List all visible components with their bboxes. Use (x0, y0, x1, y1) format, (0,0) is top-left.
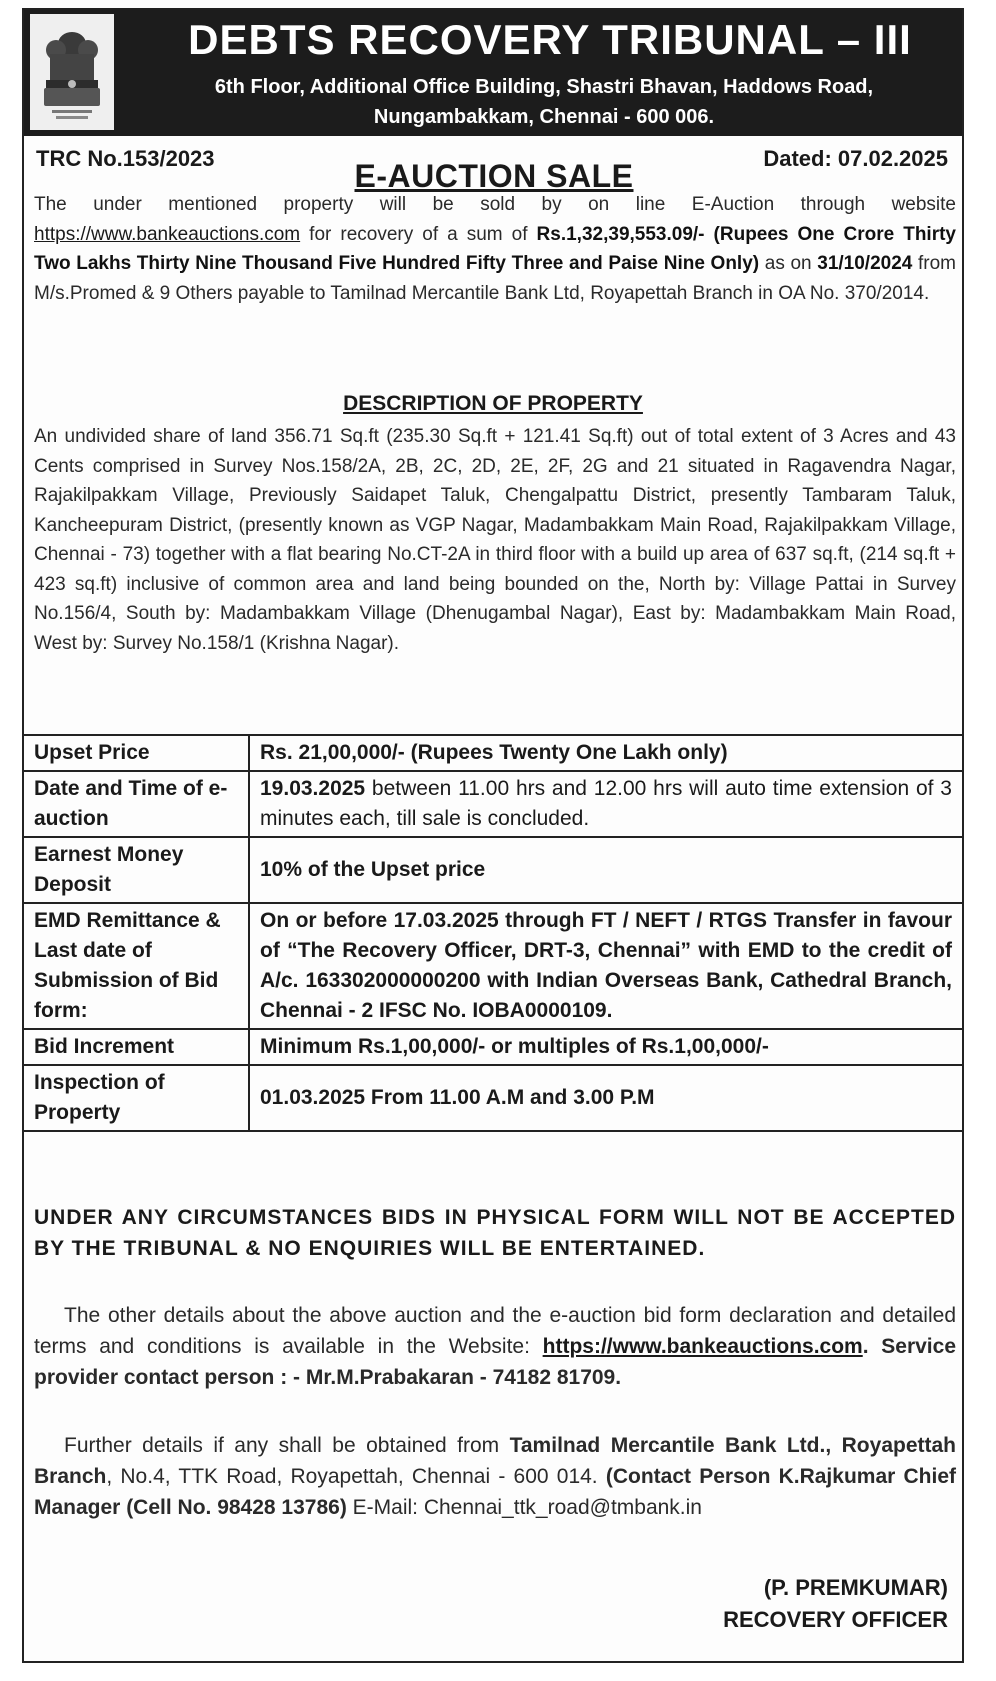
intro-text-4: from M/s.Promed & 9 Others payable to Tamilnad Mercantile Bank Ltd, Royapettah Branch in OA No. 370/2014. (34, 253, 956, 304)
intro-text-3: as on (759, 253, 818, 274)
description-title: DESCRIPTION OF PROPERTY (343, 392, 643, 415)
auction-date-label: Date and Time of e-auction (24, 771, 249, 837)
service-provider-contact: . Service provider contact person : - Mr.M.Prabakaran - 74182 81709. (34, 1335, 957, 1389)
auction-notice (22, 8, 964, 1663)
sale-title: E-AUCTION SALE (354, 158, 634, 194)
recovery-amount: Rs.1,32,39,553.09/- (Rupees One Crore Thirty Two Lakhs Thirty Nine Thousand Five Hundred Fifty Three and Paise Nine Only) (34, 223, 956, 274)
notice-date: Dated: 07.02.2025 (763, 146, 948, 171)
table-row (24, 903, 962, 1029)
emd-value: 10% of the Upset price (249, 837, 962, 903)
tribunal-address (154, 72, 934, 132)
other-details-paragraph (34, 1300, 956, 1393)
signatory-designation: RECOVERY OFFICER (723, 1607, 948, 1632)
inspection-value: 01.03.2025 From 11.00 A.M and 3.00 P.M (249, 1065, 962, 1131)
upset-price-value: Rs. 21,00,000/- (Rupees Twenty One Lakh only) (249, 735, 962, 771)
other-details-text-1: The other details about the above auction and the e-auction bid form declaration and detailed terms and conditions is available in the Website: (34, 1304, 956, 1358)
bid-increment-value: Minimum Rs.1,00,000/- or multiples of Rs.1,00,000/- (249, 1029, 962, 1065)
auction-date-value (249, 771, 962, 837)
inspection-label: Inspection of Property (24, 1065, 249, 1131)
table-row (24, 837, 962, 903)
emblem-icon (30, 14, 114, 130)
address-line-2: Nungambakkam, Chennai - 600 006. (373, 106, 715, 128)
bank-email: E-Mail: Chennai_ttk_road@tmbank.in (346, 1496, 702, 1519)
emd-remittance-label: EMD Remittance & Last date of Submission of Bid form: (24, 903, 249, 1029)
header-banner (24, 10, 962, 136)
auction-terms-table (24, 734, 962, 1132)
signatory-name: (P. PREMKUMAR) (763, 1575, 948, 1600)
address-line-1: 6th Floor, Additional Office Building, Shastri Bhavan, Haddows Road, (214, 76, 874, 98)
emd-remittance-value: On or before 17.03.2025 through FT / NEFT / RTGS Transfer in favour of “The Recovery Officer, DRT-3, Chennai” with EMD to the credit of A/c. 163302000000200 with Indian Overseas Bank, Cathedral Branch, Chennai - 2 IFSC No. IOBA0000109. (249, 903, 962, 1029)
intro-paragraph (34, 190, 956, 308)
further-text-1: Further details if any shall be obtained from (64, 1434, 510, 1457)
further-details-paragraph (34, 1430, 956, 1523)
physical-bids-notice: UNDER ANY CIRCUMSTANCES BIDS IN PHYSICAL FORM WILL NOT BE ACCEPTED BY THE TRIBUNAL & NO ENQUIRIES WILL BE ENTERTAINED. (34, 1206, 956, 1260)
bank-branch: Tamilnad Mercantile Bank Ltd., Royapettah Branch (34, 1434, 956, 1488)
property-description: An undivided share of land 356.71 Sq.ft (235.30 Sq.ft + 121.41 Sq.ft) out of total extent of 3 Acres and 43 Cents comprised in Survey Nos.158/2A, 2B, 2C, 2D, 2E, 2F, 2G and 21 situated in Ragavendra Nagar, Rajakilpakkam Village, Previously Saidapet Taluk, Chengalpattu District, presently Tambaram Taluk, Kancheepuram District, (presently known as VGP Nagar, Madambakkam Main Road, Rajakilpakkam Village, Chennai - 73) together with a flat bearing No.CT-2A in third floor with a build up area of 637 sq.ft, (214 sq.ft + 423 sq.ft) inclusive of common area and land being bounded on the, North by: Village Pattai in Survey No.156/4, South by: Madambakkam Village (Dhenugambal Nagar), East by: Madambakkam Main Road, West by: Survey No.158/1 (Krishna Nagar). (34, 426, 956, 654)
table-row (24, 771, 962, 837)
further-text-2: , No.4, TTK Road, Royapettah, Chennai - 600 014. (106, 1465, 606, 1488)
intro-text-2: for recovery of a sum of (300, 223, 537, 245)
bid-increment-label: Bid Increment (24, 1029, 249, 1065)
intro-text-1: The under mentioned property will be sold by on line E-Auction through website (34, 194, 956, 215)
table-row (24, 1065, 962, 1131)
trc-number: TRC No.153/2023 (36, 146, 215, 171)
website-link[interactable]: https://www.bankeauctions.com (34, 223, 301, 245)
auction-date: 19.03.2025 (260, 777, 366, 800)
tribunal-title: DEBTS RECOVERY TRIBUNAL – III (188, 16, 912, 63)
auction-time-text: between 11.00 hrs and 12.00 hrs will auto time extension of 3 minutes each, till sale is concluded. (260, 777, 952, 830)
emd-label: Earnest Money Deposit (24, 837, 249, 903)
as-on-date: 31/10/2024 (817, 253, 913, 274)
upset-price-label: Upset Price (24, 735, 249, 771)
table-row (24, 1029, 962, 1065)
website-link-2[interactable]: https://www.bankeauctions.com (542, 1335, 863, 1358)
bank-contact-person: (Contact Person K.Rajkumar Chief Manager (Cell No. 98428 13786) (34, 1465, 956, 1519)
table-row (24, 735, 962, 771)
